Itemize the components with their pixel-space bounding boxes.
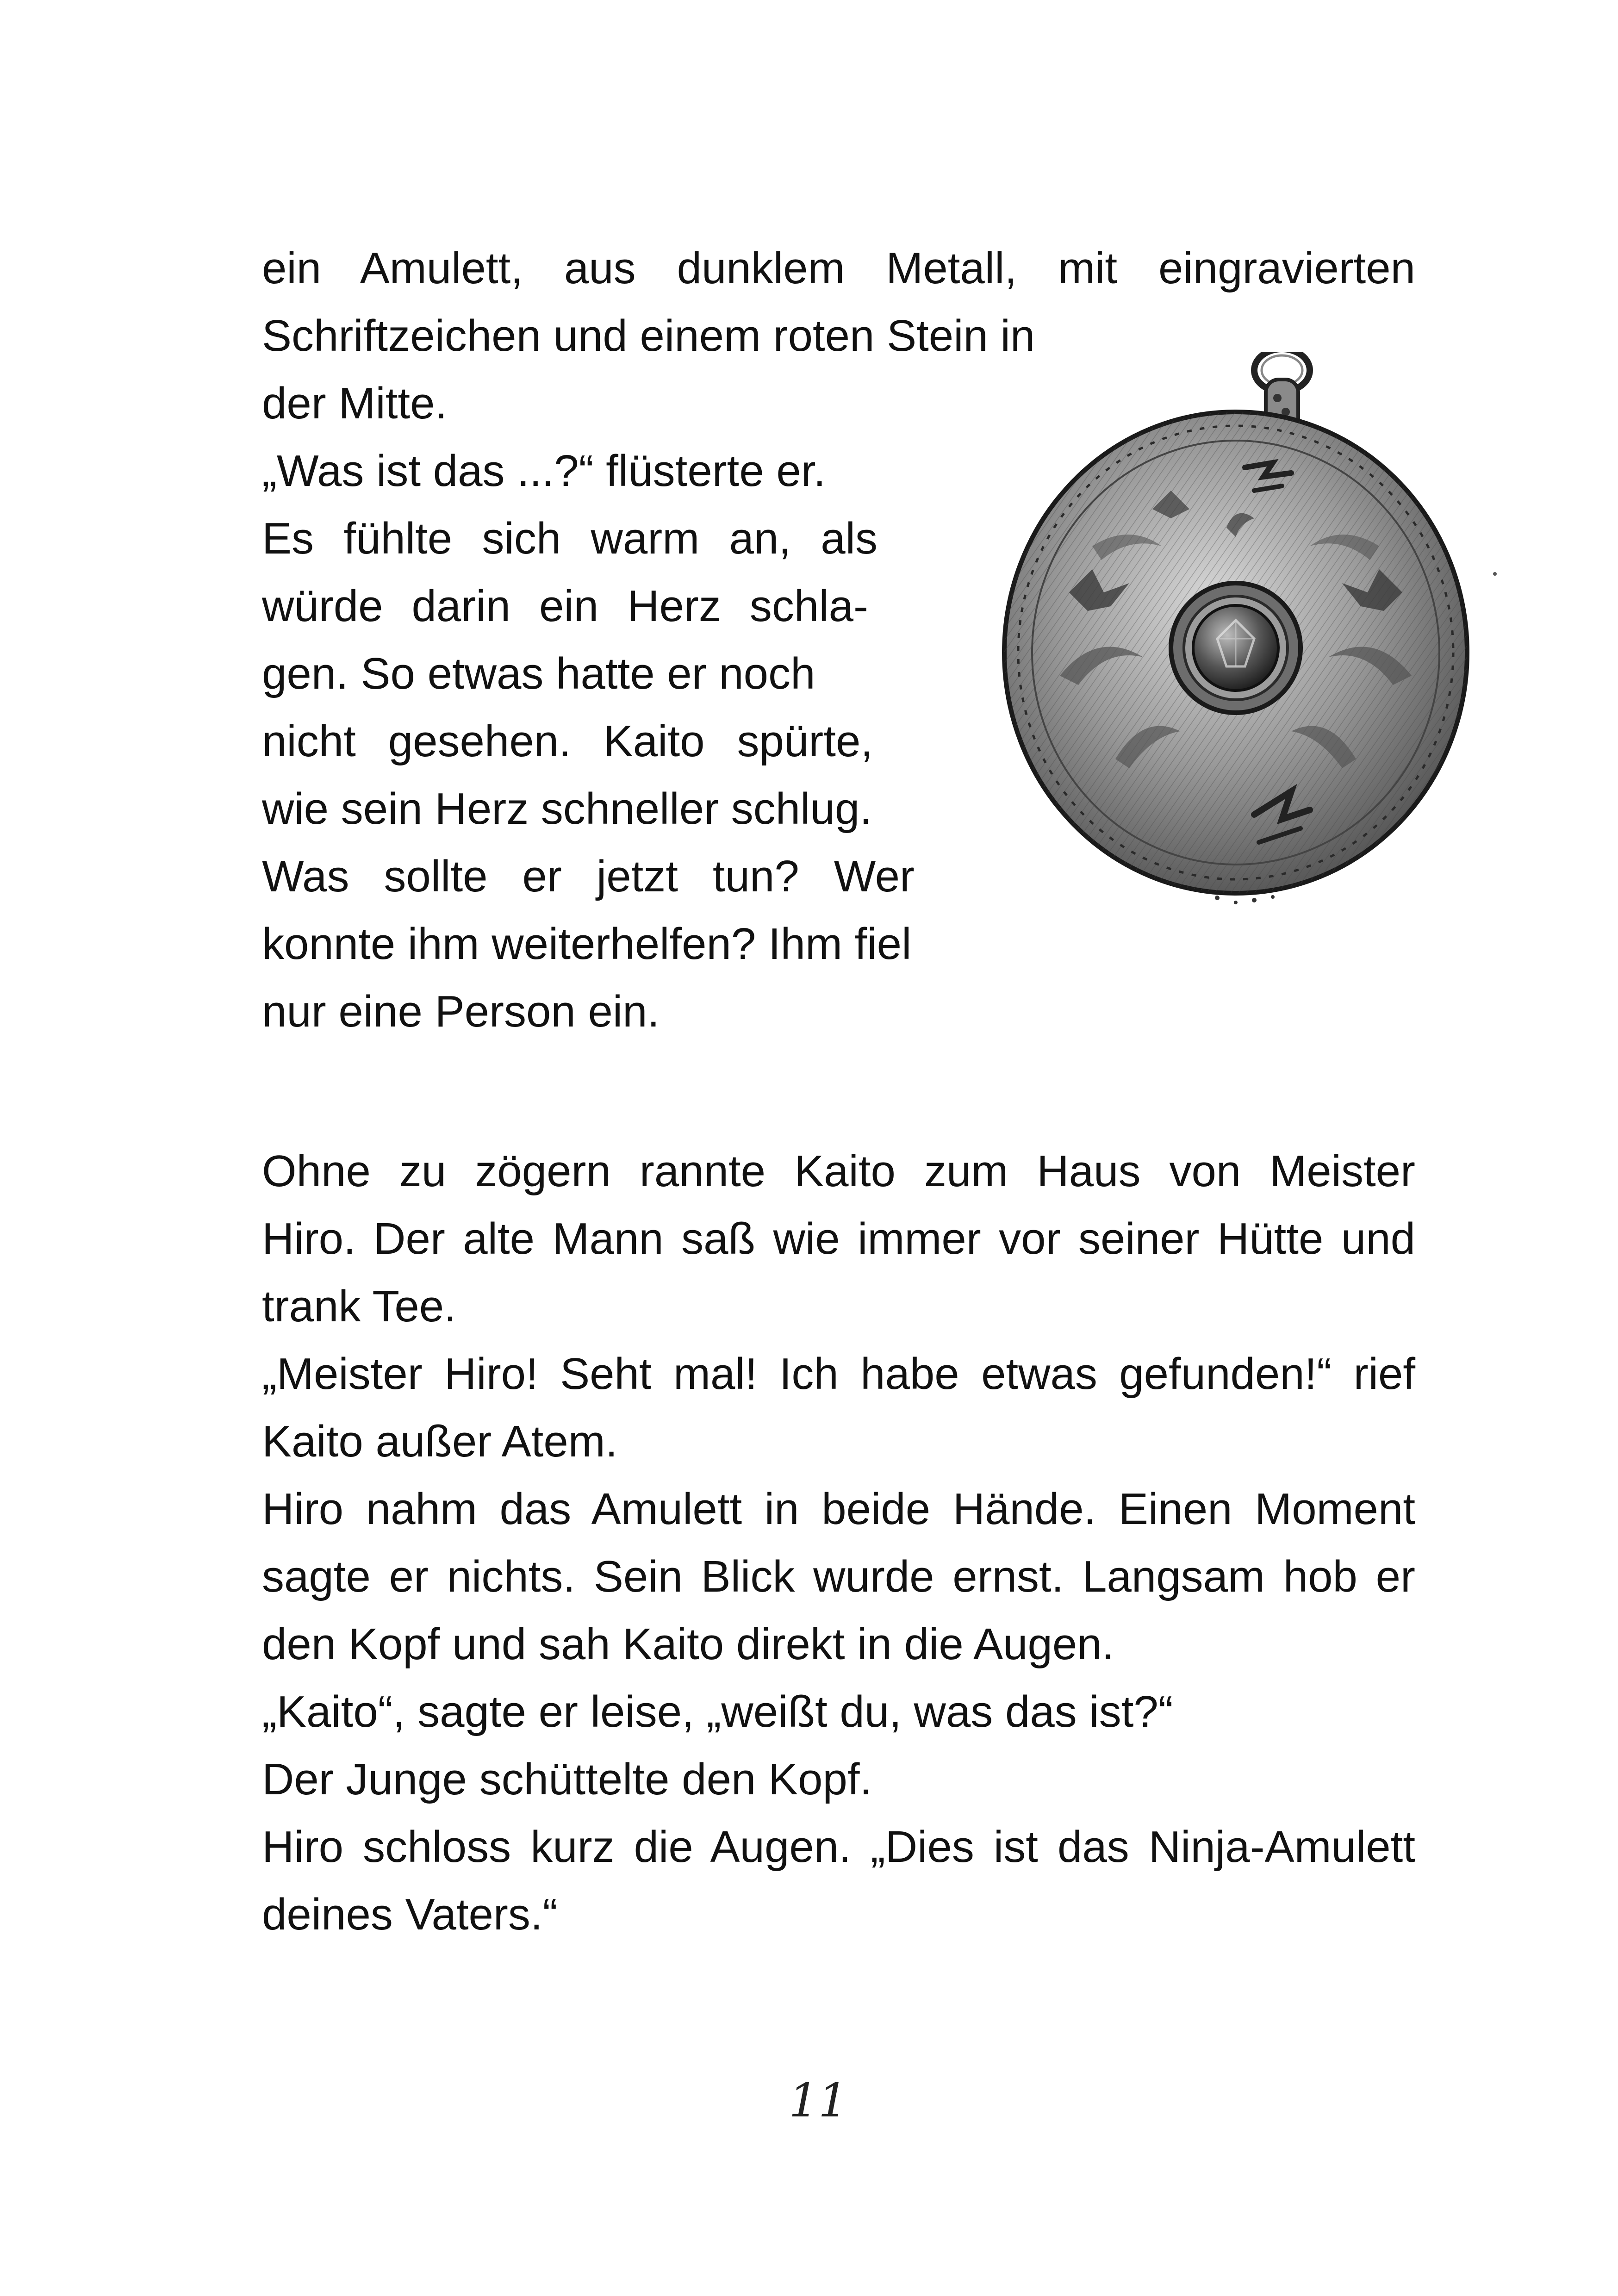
text-line: Hiro. Der alte Mann saß wie immer vor seiner Hütte und bbox=[262, 1214, 1415, 1263]
text-line: sagte er nichts. Sein Blick wurde ernst. Langsam hob er bbox=[262, 1552, 1415, 1601]
text-line: wie sein Herz schneller schlug. bbox=[262, 784, 872, 834]
amulet-illustration bbox=[977, 352, 1509, 967]
text-line: Es fühlte sich warm an, als bbox=[262, 514, 877, 563]
text-line: der Mitte. bbox=[262, 379, 448, 428]
text-line: deines Vaters.“ bbox=[262, 1890, 558, 1939]
text-line: nur eine Person ein. bbox=[262, 987, 660, 1036]
text-line: Ohne zu zögern rannte Kaito zum Haus von Meister bbox=[262, 1146, 1415, 1196]
text-line: nicht gesehen. Kaito spürte, bbox=[262, 716, 873, 766]
amulet-disc bbox=[1004, 412, 1467, 893]
text-line: Kaito außer Atem. bbox=[262, 1417, 618, 1466]
text-line: Hiro schloss kurz die Augen. „Dies ist das Ninja-Amulett bbox=[262, 1822, 1415, 1872]
text-line: trank Tee. bbox=[262, 1282, 456, 1331]
text-line: „Meister Hiro! Seht mal! Ich habe etwas gefunden!“ rief bbox=[262, 1349, 1415, 1399]
text-line: konnte ihm weiterhelfen? Ihm fiel bbox=[262, 919, 912, 969]
text-line: Hiro nahm das Amulett in beide Hände. Einen Moment bbox=[262, 1484, 1415, 1534]
text-line: „Was ist das ...?“ flüsterte er. bbox=[262, 446, 826, 496]
text-line: ein Amulett, aus dunklem Metall, mit eingravierten bbox=[262, 243, 1415, 293]
text-line: Schriftzeichen und einem roten Stein in bbox=[262, 311, 1035, 361]
text-line: den Kopf und sah Kaito direkt in die Augen. bbox=[262, 1619, 1114, 1669]
text-line: Der Junge schüttelte den Kopf. bbox=[262, 1755, 872, 1804]
text-line: Was sollte er jetzt tun? Wer bbox=[262, 852, 915, 901]
text-line: „Kaito“, sagte er leise, „weißt du, was das ist?“ bbox=[262, 1687, 1173, 1736]
page-number: 11 bbox=[789, 2073, 848, 2128]
text-line: gen. So etwas hatte er noch bbox=[262, 649, 815, 698]
text-line: würde darin ein Herz schla- bbox=[262, 581, 868, 631]
